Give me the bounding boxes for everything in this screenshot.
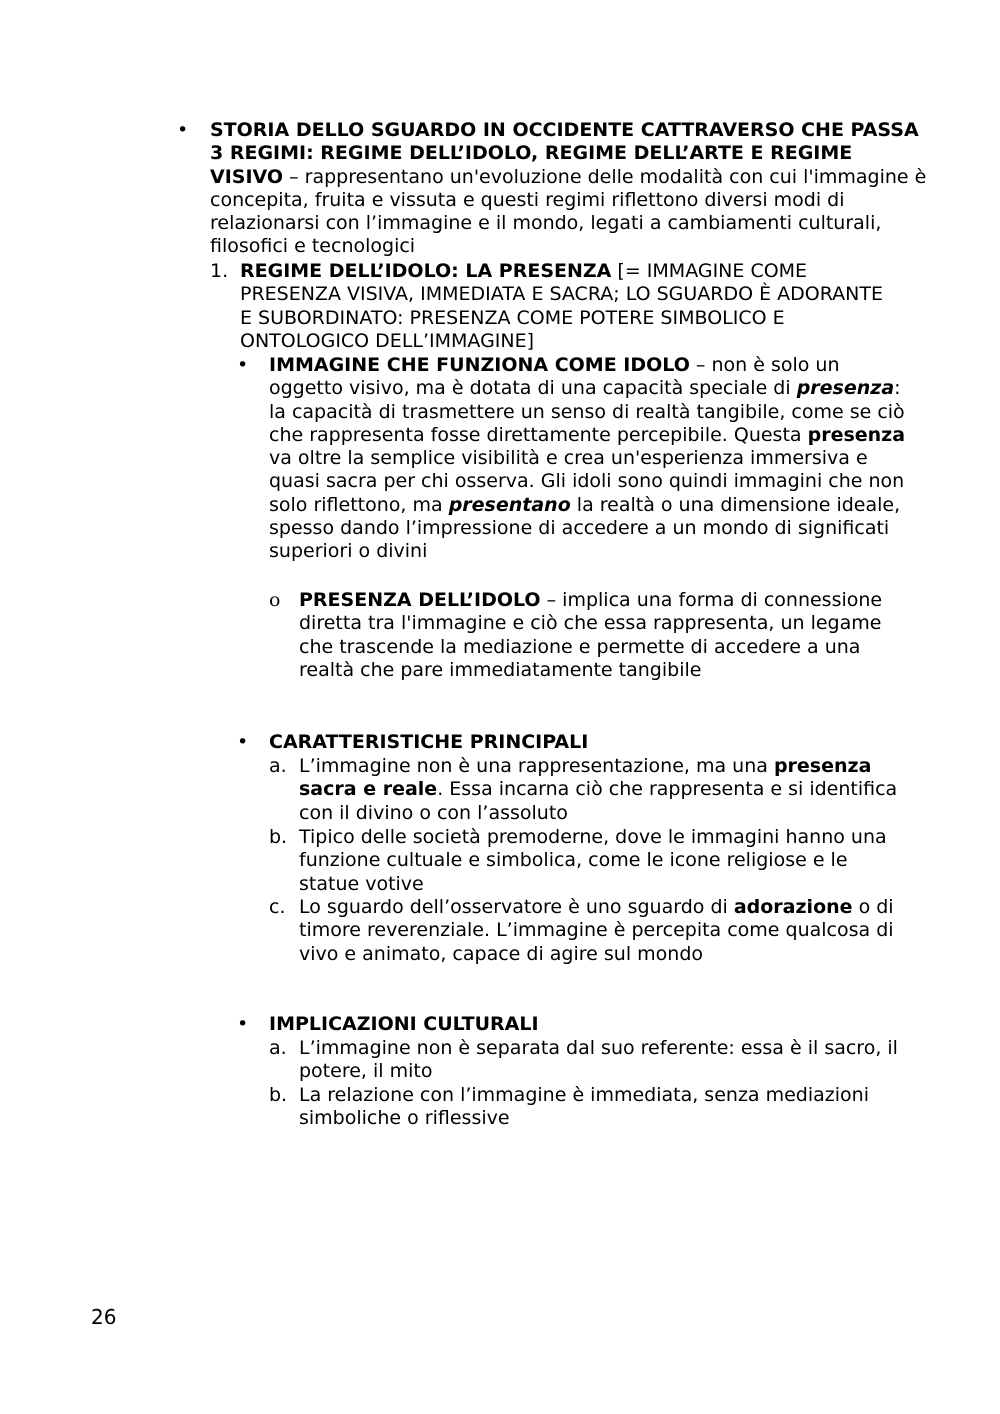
implications-b-text: La relazione con l’immagine è immediata, senza mediazioni simboliche o riflessive xyxy=(299,1084,869,1130)
regime-1-text: [= IMMAGINE COME PRESENZA VISIVA, IMMEDIATA E SACRA; LO SGUARDO È ADORANTE E SUBORDINATO: PRESENZA COME POTERE SIMBOLICO E ONTOLOGICO DELL’IMMAGINE] xyxy=(240,260,883,352)
idol-function-text-4: la realtà o una dimensione ideale, spesso dando l’impressione di accedere a un mondo di significati superiori o divini xyxy=(269,493,901,563)
list-letter: b. xyxy=(269,826,288,848)
intro-bullet xyxy=(177,119,930,259)
characteristics-bullet xyxy=(237,731,909,754)
idol-function-bullet xyxy=(237,354,909,564)
regime-1-heading: REGIME DELL’IDOLO: LA PRESENZA xyxy=(240,260,612,282)
list-letter: b. xyxy=(269,1084,288,1106)
implications-bullet xyxy=(237,1013,909,1036)
characteristics-c-text-1: Lo sguardo dell’osservatore è uno sguardo di xyxy=(299,896,734,918)
characteristics-item-a xyxy=(269,755,909,825)
idol-function-emphasis-1: presenza xyxy=(796,377,895,400)
idol-function-bold-1: presenza xyxy=(807,423,906,446)
bullet-icon: • xyxy=(237,1013,249,1035)
list-number: 1. xyxy=(210,260,229,282)
list-letter: a. xyxy=(269,1037,287,1059)
characteristics-b-text: Tipico delle società premoderne, dove le immagini hanno una funzione cultuale e simbolica, come le icone religiose e le statue votive xyxy=(299,826,887,895)
regime-1-item xyxy=(210,260,900,353)
characteristics-a-bold: presenza sacra e reale xyxy=(299,755,872,801)
idol-function-emphasis-2: presentano xyxy=(448,493,571,516)
bullet-icon: • xyxy=(177,119,189,141)
idol-presence-text: – implica una forma di connessione diretta tra l'immagine e ciò che essa rappresenta, un legame che trascende la mediazione e permette di accedere a una realtà che pare immediatamente tangibile xyxy=(299,589,883,681)
idol-presence-heading: PRESENZA DELL’IDOLO xyxy=(299,589,541,611)
implications-item-b xyxy=(269,1084,909,1131)
implications-item-a xyxy=(269,1037,909,1084)
sub-bullet-icon: o xyxy=(269,589,281,611)
characteristics-item-b xyxy=(269,826,909,896)
intro-heading: STORIA DELLO SGUARDO IN OCCIDENTE CATTRAVERSO CHE PASSA 3 REGIMI: REGIME DELL’IDOLO, REGIME DELL’ARTE E REGIME VISIVO xyxy=(210,119,919,188)
characteristics-item-c xyxy=(269,896,909,966)
list-letter: a. xyxy=(269,755,287,777)
characteristics-heading: CARATTERISTICHE PRINCIPALI xyxy=(269,731,589,753)
idol-function-text-1: – non è solo un oggetto visivo, ma è dotata di una capacità speciale di xyxy=(269,354,840,400)
page-number: 26 xyxy=(91,1305,117,1329)
characteristics-a-text-1: L’immagine non è una rappresentazione, ma una xyxy=(299,755,774,777)
bullet-icon: • xyxy=(237,731,249,753)
implications-a-text: L’immagine non è separata dal suo referente: essa è il sacro, il potere, il mito xyxy=(299,1037,898,1083)
implications-heading: IMPLICAZIONI CULTURALI xyxy=(269,1013,539,1035)
intro-text: – rappresentano un'evoluzione delle modalità con cui l'immagine è concepita, fruita e vissuta e questi regimi riflettono diversi modi di relazionarsi con l’immagine e il mondo, legati a cambiamenti culturali, filosofici e tecnologici xyxy=(210,165,927,258)
bullet-icon: • xyxy=(237,354,249,376)
characteristics-c-bold: adorazione xyxy=(733,896,853,918)
idol-function-heading: IMMAGINE CHE FUNZIONA COME IDOLO xyxy=(269,354,690,376)
idol-function-text-3: va oltre la semplice visibilità e crea un'esperienza immersiva e quasi sacra per chi osserva. Gli idoli sono quindi immagini che non solo riflettono, ma xyxy=(269,447,905,516)
idol-presence-subbullet xyxy=(269,589,899,682)
characteristics-c-text-2: o di timore reverenziale. L’immagine è percepita come qualcosa di vivo e animato, capace di agire sul mondo xyxy=(299,896,894,965)
idol-function-text-2: : la capacità di trasmettere un senso di realtà tangibile, come se ciò che rappresenta fosse direttamente percepibile. Questa xyxy=(269,377,905,446)
characteristics-a-text-2: . Essa incarna ciò che rappresenta e si identifica con il divino o con l’assoluto xyxy=(299,778,898,824)
list-letter: c. xyxy=(269,896,286,918)
